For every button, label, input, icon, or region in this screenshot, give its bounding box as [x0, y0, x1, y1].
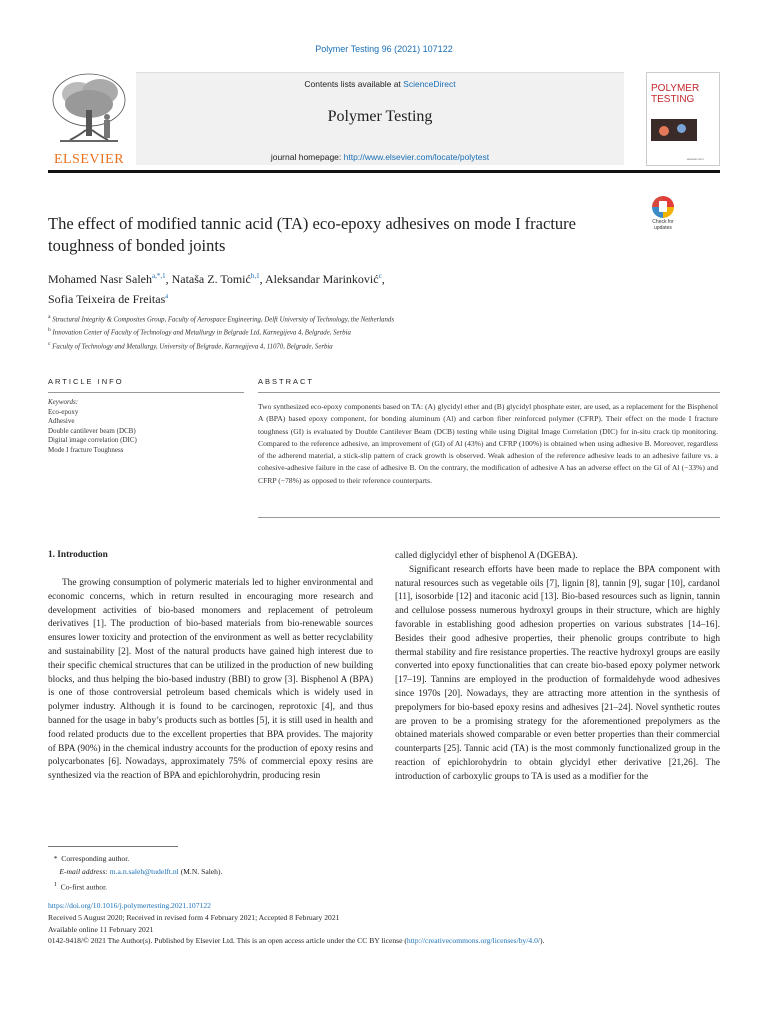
check-for-updates-label: Check for updates	[652, 219, 674, 231]
abstract-rule	[258, 392, 720, 393]
masthead-divider	[48, 170, 720, 173]
email-label: E-mail address:	[59, 867, 108, 876]
body-paragraph-continued: called diglycidyl ether of bisphenol A (DGEBA).	[395, 551, 578, 561]
elsevier-tree-logo	[48, 70, 130, 168]
article-info-rule	[48, 392, 244, 393]
author-list	[48, 268, 668, 308]
cover-title-line2: TESTING	[651, 94, 695, 105]
tree-icon	[48, 70, 130, 150]
footnote-rule	[48, 846, 178, 847]
cover-image-dot	[677, 124, 686, 133]
affiliation-item	[48, 339, 688, 352]
cover-title-line1: POLYMER	[651, 83, 700, 94]
email-note	[48, 865, 408, 878]
body-paragraph: Significant research efforts have been made to replace the BPA component with natural resources such as vegetable oils [7], lignin [8], tannin [9], sugar [10], cardanol [11], isosorbide [12] and itaconic acid [13]. Bio-based resources such as lignin, tannin and cellulose possess numerous hydroxyl groups in their structure, which are highly favorable in establishing good adhesion properties on various substrates [14–16]. Besides their good adhesive properties, their phenolic groups contribute to high thermal stability and fire resistance properties. The reactive hydroxyl groups are easily converted into epoxy functionalities that can create bio-based epoxy polymer network [17–19]. Tannins are employed in the production of formaldehyde wood adhesives since 1970s [20]. Nowadays, they are attracting more attention in the synthesis of prepolymers for bio-based epoxy resins and adhesives [21–24]. Novel synthetic routes are proven to be a promising strategy for the aforementioned prepolymers as the obtained materials showed comparable or even better properties than their commercial counterparts [25]. Tannic acid (TA) is the most commonly functionalized group in the reaction of epichlorohydrin to obtain glycidyl ether derivative [21,26]. The introduction of carboxylic groups to TA is used as a modifier for the	[395, 564, 720, 782]
author-name[interactable]: Sofia Teixeira de Freitas	[48, 292, 166, 306]
keyword: Eco-epoxy	[48, 407, 79, 416]
license-suffix: ).	[540, 936, 545, 946]
keywords-panel	[48, 398, 244, 456]
publisher-name[interactable]: ELSEVIER	[53, 152, 125, 167]
section-title-introduction: 1. Introduction	[48, 550, 108, 560]
journal-reference[interactable]: Polymer Testing 96 (2021) 107122	[315, 44, 453, 54]
keyword: Adhesive	[48, 417, 75, 426]
corresponding-author-note	[48, 852, 408, 865]
affiliation-list	[48, 312, 688, 352]
author-affiliation-marks[interactable]: a	[165, 292, 169, 300]
publication-info	[48, 900, 728, 947]
keyword: Digital image correlation (DIC)	[48, 436, 137, 445]
author-separator: ,	[165, 272, 172, 286]
author-separator: ,	[259, 272, 265, 286]
footnote-text: Co-first author.	[60, 882, 108, 892]
body-paragraph: The growing consumption of polymeric materials led to higher environmental and economic concerns, which in return resulted in encouraging more research and development activities of bio-based monomers and replacement of petroleum derivatives [1]. The production of bio-based materials from bio-renewable sources ensures lower toxicity and protection of the environment as well as better recyclability and sustainability [2]. Most of the natural products have gained high interest due to their specific chemical structures that can be utilized in the production of new building blocks, and thus helping the bio-based industry (BBI) to grow [3]. Bisphenol A (BPA) is one of those controversial petroleum based chemicals which is widely used in polymer industry. Although it is found to be carcinogen, reprotoxic [4], and thus banned for the usage in baby’s products such as bottles [5], it is still used in health and food related products due to the excellent properties that BPA provides. The majority of BPA (90%) in the chemical industry accounts for the production of epoxy resins and polycarbonates [6]. Nowadays, approximately 75% of commercial epoxy resins are synthesized via the reaction of BPA and epichlorohydrin, producing resin	[48, 578, 373, 782]
affiliation-mark: a	[48, 314, 51, 320]
contents-prefix: Contents lists available at	[304, 79, 404, 89]
cover-title	[647, 73, 719, 105]
cover-publisher: elsevier.com	[687, 157, 704, 161]
check-for-updates-badge[interactable]	[648, 196, 678, 230]
doi-link[interactable]: https://doi.org/10.1016/j.polymertesting.2021.107122	[48, 901, 211, 910]
email-link[interactable]: m.a.n.saleh@tudelft.nl	[109, 867, 179, 876]
affiliation-mark: b	[48, 327, 51, 334]
author-name[interactable]: Mohamed Nasr Saleh	[48, 272, 152, 286]
journal-banner	[136, 72, 624, 165]
homepage-line	[136, 152, 624, 162]
author-affiliation-marks[interactable]: c	[378, 272, 382, 280]
journal-title: Polymer Testing	[327, 108, 433, 125]
license-line	[48, 935, 728, 947]
affiliation-text: Structural Integrity & Composites Group, Faculty of Aerospace Engineering, Delft University of Technology, the Netherlands	[50, 316, 394, 324]
abstract-bottom-rule	[258, 517, 720, 518]
footnote-mark: *	[53, 854, 58, 863]
body-right-column	[395, 550, 720, 785]
abstract-heading: ABSTRACT	[258, 377, 315, 386]
sciencedirect-link[interactable]: ScienceDirect	[403, 79, 456, 89]
affiliation-mark: c	[48, 340, 51, 347]
affiliation-item	[48, 312, 688, 325]
author-affiliation-marks[interactable]: b,1	[250, 272, 260, 280]
author-name[interactable]: Nataša Z. Tomić	[171, 272, 251, 286]
homepage-prefix: journal homepage:	[270, 152, 344, 162]
license-link[interactable]: http://creativecommons.org/licenses/by/4.0/	[406, 936, 541, 946]
footnotes	[48, 852, 408, 894]
footnote-mark: 1	[53, 881, 57, 888]
affiliation-text: Faculty of Technology and Metallurgy, University of Belgrade, Karnegijeva 4, 11070, Belgrade, Serbia	[50, 342, 333, 350]
affiliation-text: Innovation Center of Faculty of Technology and Metallurgy in Belgrade Ltd, Karnegijeva 4, Belgrade, Serbia	[50, 329, 351, 337]
contents-line	[136, 79, 624, 89]
online-date: Available online 11 February 2021	[48, 924, 154, 934]
body-left-column	[48, 577, 373, 784]
cover-image	[651, 119, 697, 141]
affiliation-item	[48, 325, 688, 338]
journal-cover-thumbnail[interactable]	[646, 72, 720, 166]
license-prefix: 0142-9418/© 2021 The Author(s). Published by Elsevier Ltd. This is an open access article under the CC BY license (	[48, 936, 407, 946]
keywords-label: Keywords:	[48, 398, 79, 406]
author-separator: ,	[381, 272, 385, 286]
abstract-text: Two synthesized eco-epoxy components based on TA: (A) glycidyl ether and (B) glycidyl phosphate ester, are used, as a replacement for the Bisphenol A (BPA) based epoxy component, for bonding aluminum (Al) and carbon fiber reinforced polymer (CFRP). Their effect on the mode I fracture toughness (GI) is evaluated by Double Cantilever Beam (DCB) testing while using Digital Image Correlation (DIC) for in-situ crack tip monitoring. Compared to the reference adhesive, an improvement of (GI) of Al (43%) and CFRP (100%) is obtained when using adhesive B. Moreover, regardless of the adherend material, a stick-slip pattern of crack growth is observed. Weak adhesion of the reference adhesive leads to an adhesive failure vs. a cohesive-adhesive failure in the case of adhesive B. On the contrary, the modification of adhesive A has an adverse effect on the GI of Al (−33%) and CFRP (−78%) as opposed to their reference counterparts.	[258, 402, 718, 485]
received-dates: Received 5 August 2020; Received in revised form 4 February 2021; Accepted 8 February 2021	[48, 912, 340, 922]
footnote-text: Corresponding author.	[61, 854, 130, 863]
homepage-link[interactable]: http://www.elsevier.com/locate/polytest	[343, 152, 490, 162]
email-suffix: (M.N. Saleh).	[178, 867, 223, 876]
author-name[interactable]: Aleksandar Marinković	[264, 272, 379, 286]
author-affiliation-marks[interactable]: a,*,1	[151, 272, 166, 280]
keyword: Mode I fracture Toughness	[48, 445, 124, 454]
cofirst-author-note	[48, 878, 408, 894]
crossmark-icon	[652, 196, 674, 218]
journal-masthead	[48, 70, 720, 168]
cover-image-dot	[659, 126, 669, 136]
article-title: The effect of modified tannic acid (TA) eco-epoxy adhesives on mode I fracture toughness of bonded joints	[48, 214, 576, 255]
keyword: Double cantilever beam (DCB)	[48, 426, 136, 435]
article-info-heading: ARTICLE INFO	[48, 377, 124, 386]
